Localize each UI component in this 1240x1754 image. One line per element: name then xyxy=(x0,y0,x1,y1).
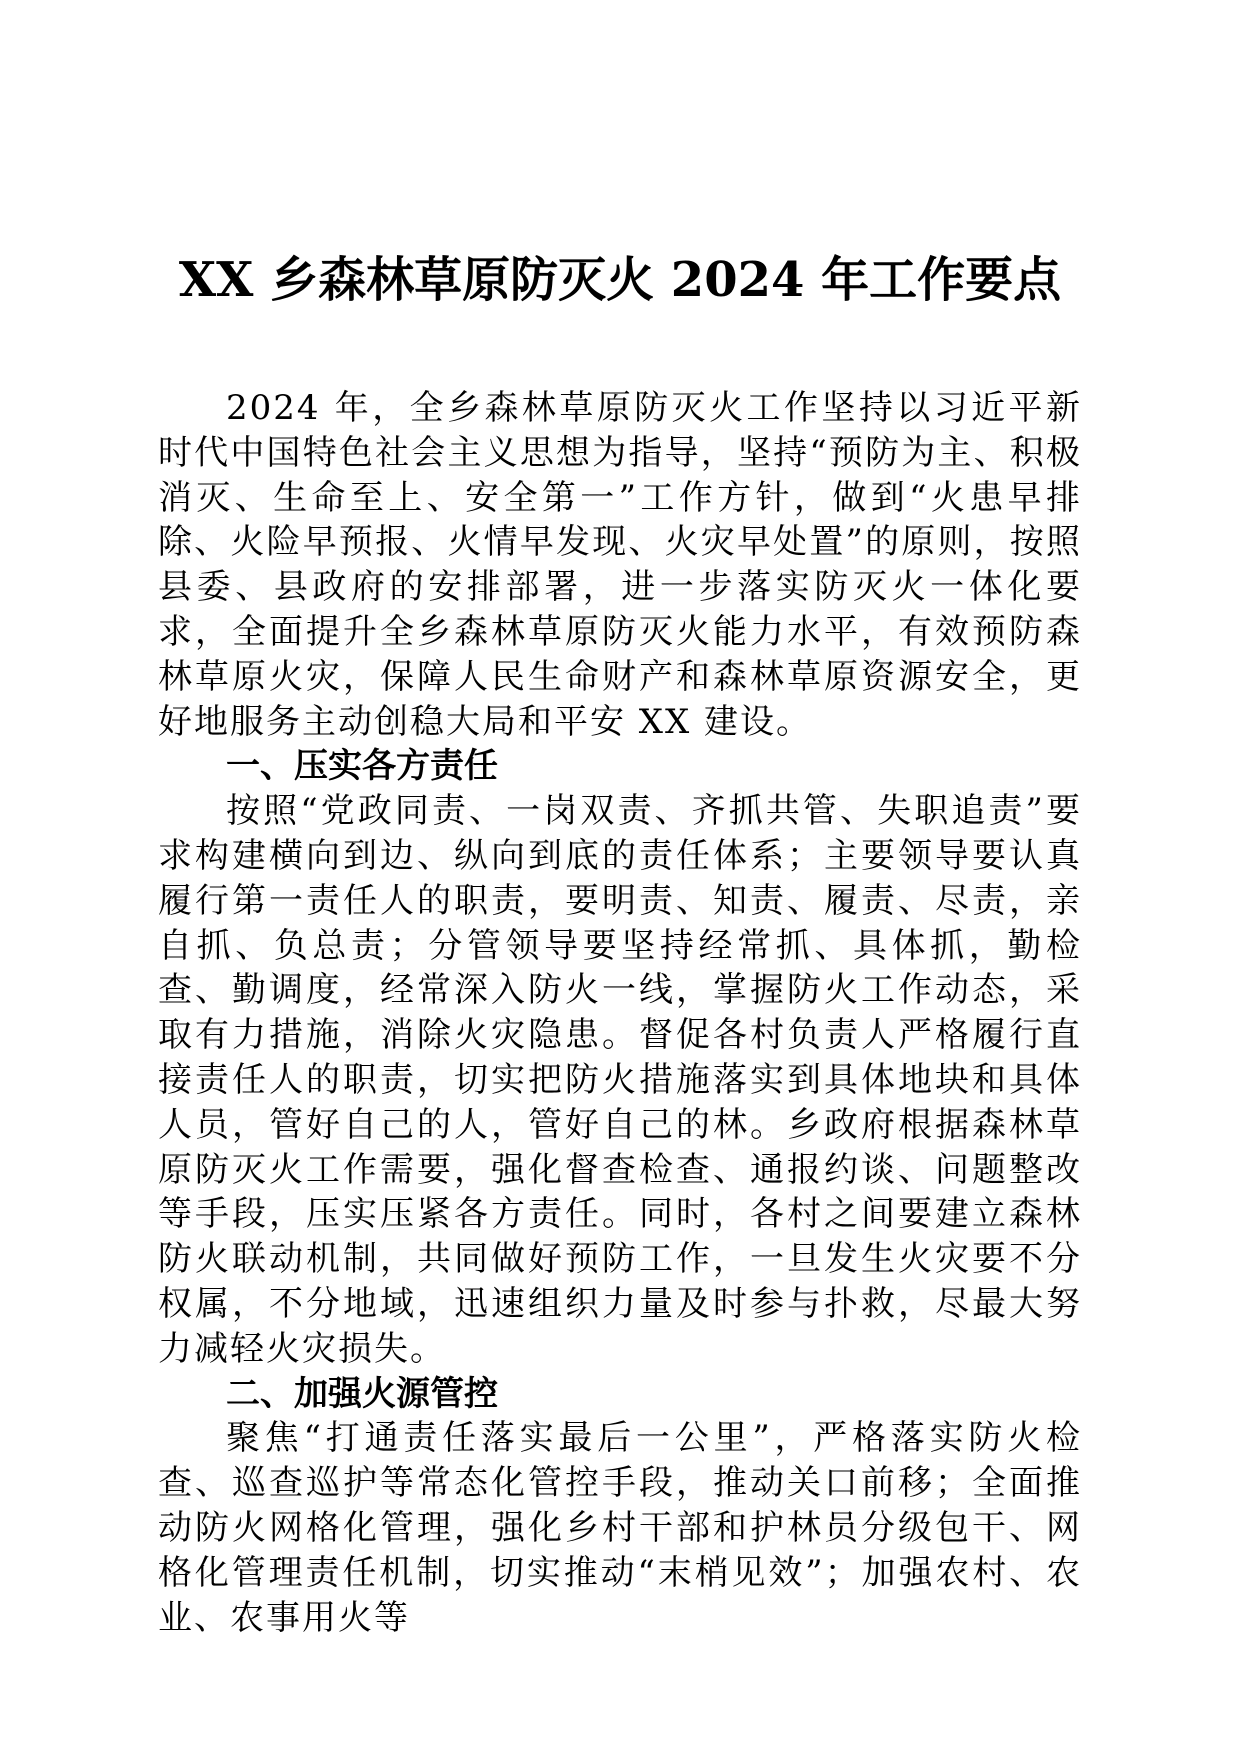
document-body xyxy=(158,250,1082,1640)
section-heading-1: 一、压实各方责任 xyxy=(226,746,498,787)
section-body-2: 聚焦“打通责任落实最后一公里”，严格落实防火检查、巡查巡护等常态化管控手段，推动关口前移；全面推动防火网格化管理，强化乡村干部和护林员分级包干、网格化管理责任机制，切实推动“末梢见效”；加强农村、农业、农事用火等 xyxy=(158,1418,1082,1638)
document-title: XX 乡森林草原防灭火 2024 年工作要点 xyxy=(178,252,1062,308)
section-heading-2: 二、加强火源管控 xyxy=(226,1373,498,1414)
intro-paragraph: 2024 年，全乡森林草原防灭火工作坚持以习近平新时代中国特色社会主义思想为指导，坚持“预防为主、积极消灭、生命至上、安全第一”工作方针，做到“火患早排除、火险早预报、火情早发现、火灾早处置”的原则，按照县委、县政府的安排部署，进一步落实防灭火一体化要求，全面提升全乡森林草原防灭火能力水平，有效预防森林草原火灾，保障人民生命财产和森林草原资源安全，更好地服务主动创稳大局和平安 XX 建设。 xyxy=(158,388,1082,742)
section-body-1: 按照“党政同责、一岗双责、齐抓共管、失职追责”要求构建横向到边、纵向到底的责任体系；主要领导要认真履行第一责任人的职责，要明责、知责、履责、尽责，亲自抓、负总责；分管领导要坚持经常抓、具体抓，勤检查、勤调度，经常深入防火一线，掌握防火工作动态，采取有力措施，消除火灾隐患。督促各村负责人严格履行直接责任人的职责，切实把防火措施落实到具体地块和具体人员，管好自己的人，管好自己的林。乡政府根据森林草原防灭火工作需要，强化督查检查、通报约谈、问题整改等手段，压实压紧各方责任。同时，各村之间要建立森林防火联动机制，共同做好预防工作，一旦发生火灾要不分权属，不分地域，迅速组织力量及时参与扑救，尽最大努力减轻火灾损失。 xyxy=(158,791,1082,1369)
